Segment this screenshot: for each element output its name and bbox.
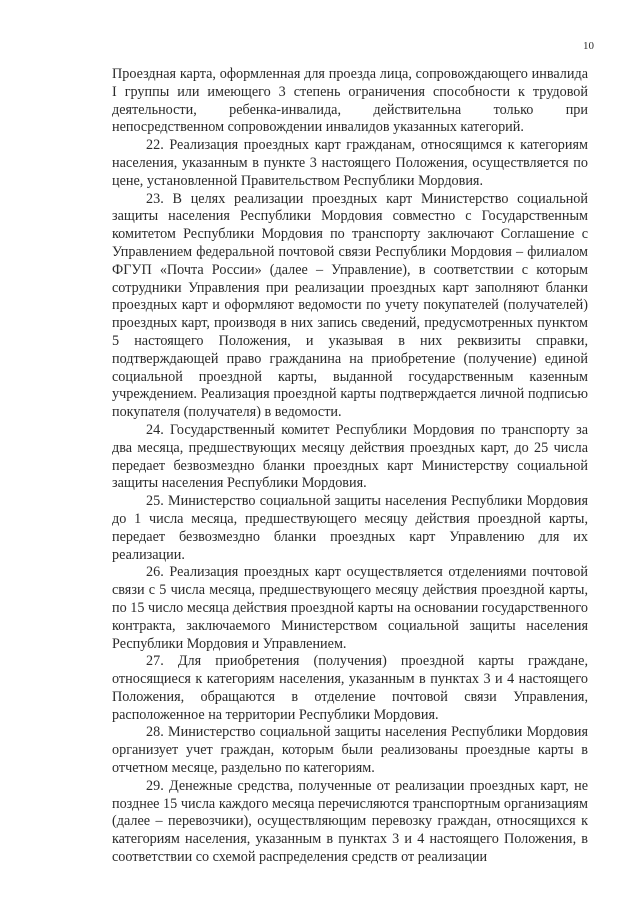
paragraph-23: 23. В целях реализации проездных карт Министерство социальной защиты населения Республики Мордовия совместно с Государственным комитетом Республики Мордовия по транспорту заключают Соглашение с Управлением федеральной почтовой связи Республики Мордовия – филиалом ФГУП «Почта России» (далее – Управление), в соответствии с которым сотрудники Управления при реализации проездных карт заполняют бланки проездных карт и оформляют ведомости по учету покупателей (получателей) проездных карт, производя в них запись сведений, предусмотренных пунктом 5 настоящего Положения, и указывая в них реквизиты справки, подтверждающей право гражданина на приобретение (получение) единой социальной проездной карты, выданной государственным казенным учреждением. Реализация проездной карты подтверждается личной подписью покупателя (получателя) в ведомости. (112, 190, 588, 421)
paragraph-28: 28. Министерство социальной защиты населения Республики Мордовия организует учет граждан, которым были реализованы проездные карты в отчетном месяце, раздельно по категориям. (112, 724, 588, 777)
document-body (112, 66, 588, 867)
paragraph-escort-card: Проездная карта, оформленная для проезда лица, сопровождающего инвалида I группы или имеющего 3 степень ограничения способности к трудовой деятельности, ребенка-инвалида, действительна только при непосредственном сопровождении инвалидов указанных категорий. (112, 66, 588, 136)
paragraph-27: 27. Для приобретения (получения) проездной карты граждане, относящиеся к категориям населения, указанным в пунктах 3 и 4 настоящего Положения, обращаются в отделение почтовой связи Управления, расположенное на территории Республики Мордовия. (112, 653, 588, 723)
page-number: 10 (583, 40, 594, 52)
paragraph-26: 26. Реализация проездных карт осуществляется отделениями почтовой связи с 5 числа месяца, предшествующего месяцу действия проездной карты, по 15 число месяца действия проездной карты на основании государственного контракта, заключаемого Министерством социальной защиты населения Республики Мордовия и Управлением. (112, 564, 588, 652)
paragraph-22: 22. Реализация проездных карт гражданам, относящимся к категориям населения, указанным в пункте 3 настоящего Положения, осуществляется по цене, установленной Правительством Республики Мордовия. (112, 137, 588, 189)
paragraph-24: 24. Государственный комитет Республики Мордовия по транспорту за два месяца, предшествующих месяцу действия проездных карт, до 25 числа передает безвозмездно бланки проездных карт Министерству социальной защиты населения Республики Мордовия. (112, 421, 588, 492)
paragraph-29: 29. Денежные средства, полученные от реализации проездных карт, не позднее 15 числа каждого месяца перечисляются транспортным организациям (далее – перевозчики), осуществляющим перевозку граждан, относящихся к категориям населения, указанным в пунктах 3 и 4 настоящего Положения, в соответствии со схемой распределения средств от реализации (112, 777, 588, 866)
paragraph-25: 25. Министерство социальной защиты населения Республики Мордовия до 1 числа месяца, предшествующего месяцу действия проездной карты, передает безвозмездно бланки проездных карт Управлению для их реализации. (112, 493, 588, 563)
